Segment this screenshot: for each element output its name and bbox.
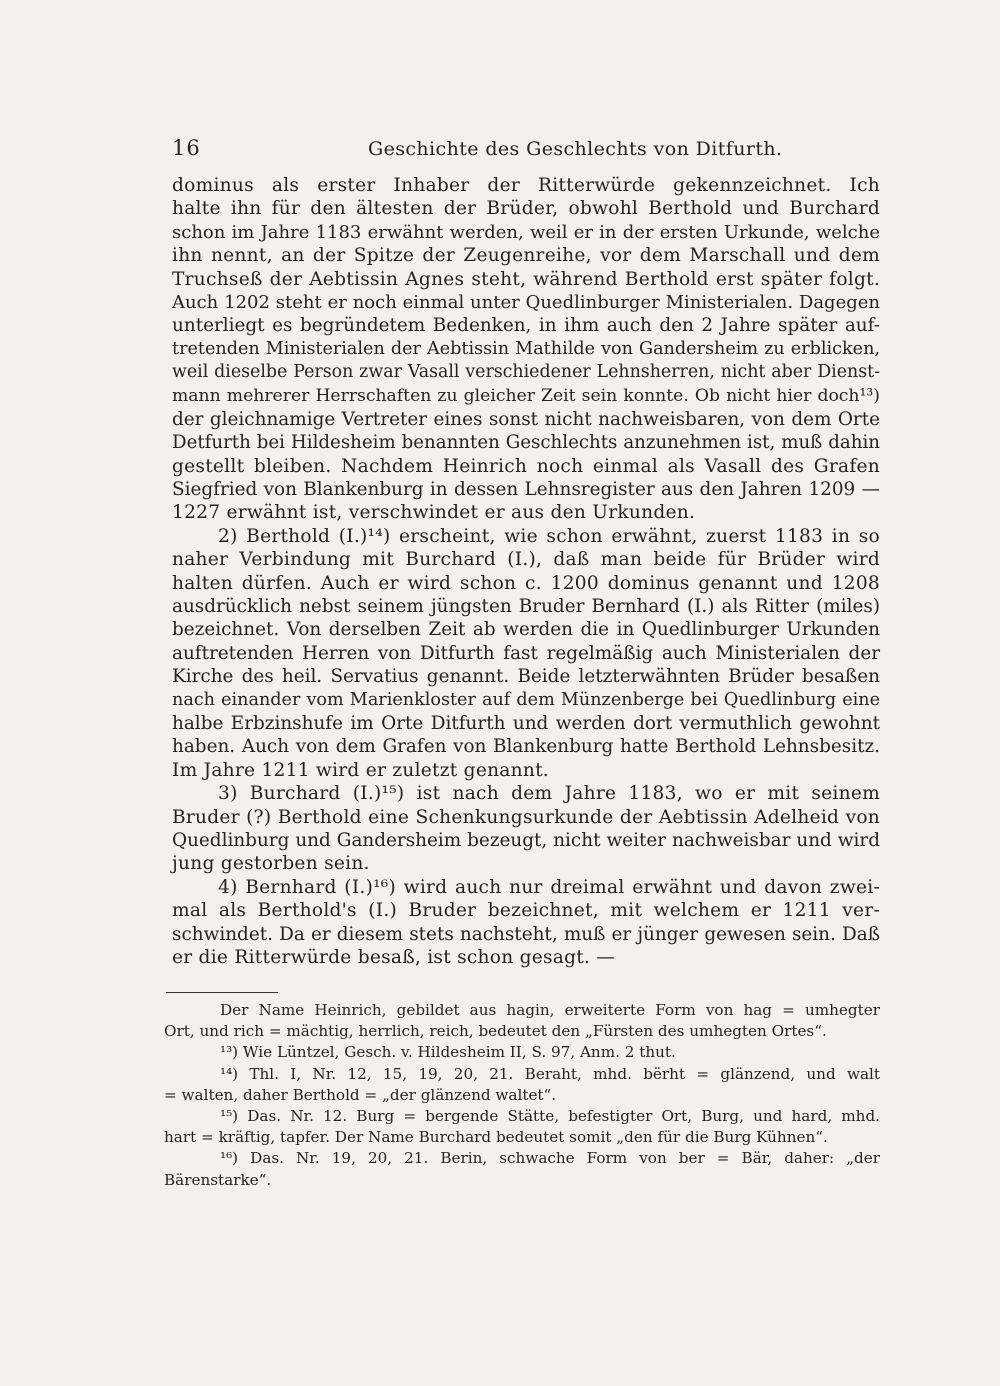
text-line: Siegfried von Blankenburg in dessen Lehnsregister aus den Jahren 1209 —	[172, 479, 880, 501]
text-line: Bruder (?) Berthold eine Schenkungsurkunde der Aebtissin Adelheid von	[172, 806, 880, 828]
text-line: tretenden Ministerialen der Aebtissin Mathilde von Gandersheim zu erblicken,	[172, 338, 880, 359]
text-line: jung gestorben sein.	[172, 853, 370, 875]
text-line: mann mehrerer Herrschaften zu gleicher Zeit sein konnte. Ob nicht hier doch¹³)	[172, 385, 880, 406]
footnotes	[164, 1000, 880, 1191]
footnote-line: hart = kräftig, tapfer. Der Name Burchard bedeutet somit „den für die Burg Kühnen“.	[164, 1128, 828, 1147]
footnote-line: ¹⁵) Das. Nr. 12. Burg = bergende Stätte, befestigter Ort, Burg, und hard, mhd.	[220, 1106, 880, 1125]
footnote-line: = walten, daher Berthold = „der glänzend waltet“.	[164, 1085, 557, 1104]
text-line: mal als Berthold's (I.) Bruder bezeichnet, mit welchem er 1211 ver-	[172, 900, 880, 922]
text-line: weil dieselbe Person zwar Vasall verschiedener Lehnsherren, nicht aber Dienst-	[172, 362, 880, 383]
text-line: halte ihn für den ältesten der Brüder, obwohl Berthold und Burchard	[172, 198, 880, 220]
text-line: halten dürfen. Auch er wird schon c. 1200 dominus genannt und 1208	[172, 572, 880, 594]
text-line: Truchseß der Aebtissin Agnes steht, während Berthold erst später folgt.	[172, 268, 880, 290]
text-line: unterliegt es begründetem Bedenken, in ihm auch den 2 Jahre später auf-	[172, 315, 880, 337]
footnote-line: Bärenstarke“.	[164, 1170, 272, 1189]
text-line: 1227 erwähnt ist, verschwindet er aus den Urkunden.	[172, 502, 696, 524]
text-line: naher Verbindung mit Burchard (I.), daß man beide für Brüder wird	[172, 549, 880, 571]
main-text	[172, 174, 880, 969]
page-header	[172, 130, 880, 166]
text-line: haben. Auch von dem Grafen von Blankenburg hatte Berthold Lehnsbesitz.	[172, 736, 880, 758]
text-line: Kirche des heil. Servatius genannt. Beide letzterwähnten Brüder besaßen	[172, 666, 880, 688]
page-number: 16	[172, 136, 201, 160]
text-line: 4) Bernhard (I.)¹⁶) wird auch nur dreimal erwähnt und davon zwei-	[218, 876, 880, 898]
footnote-line: ¹⁴) Thl. I, Nr. 12, 15, 19, 20, 21. Beraht, mhd. bërht = glänzend, und walt	[220, 1064, 880, 1083]
text-line: bezeichnet. Von derselben Zeit ab werden die in Quedlinburger Urkunden	[172, 619, 880, 641]
footnote-line: ¹⁶) Das. Nr. 19, 20, 21. Berin, schwache Form von ber = Bär, daher: „der	[220, 1149, 880, 1168]
running-title: Geschichte des Geschlechts von Ditfurth.	[368, 138, 783, 160]
text-line: 2) Berthold (I.)¹⁴) erscheint, wie schon erwähnt, zuerst 1183 in so	[218, 525, 880, 547]
text-line: 3) Burchard (I.)¹⁵) ist nach dem Jahre 1183, wo er mit seinem	[218, 783, 880, 805]
text-line: er die Ritterwürde besaß, ist schon gesagt. —	[172, 946, 616, 968]
text-line: schwindet. Da er diesem stets nachsteht, muß er jünger gewesen sein. Daß	[172, 923, 880, 945]
footnote-line: ¹³) Wie Lüntzel, Gesch. v. Hildesheim II, S. 97, Anm. 2 thut.	[220, 1043, 676, 1062]
text-line: gestellt bleiben. Nachdem Heinrich noch einmal als Vasall des Grafen	[172, 455, 880, 477]
text-line: Quedlinburg und Gandersheim bezeugt, nicht weiter nachweisbar und wird	[172, 829, 880, 851]
text-line: Auch 1202 steht er noch einmal unter Quedlinburger Ministerialen. Dagegen	[172, 291, 880, 313]
footnote-line: Der Name Heinrich, gebildet aus hagin, erweiterte Form von hag = umhegter	[220, 1001, 880, 1019]
text-line: auftretenden Herren von Ditfurth fast regelmäßig auch Ministerialen der	[172, 642, 880, 664]
text-line: ihn nennt, an der Spitze der Zeugenreihe, vor dem Marschall und dem	[172, 245, 880, 267]
text-line: Im Jahre 1211 wird er zuletzt genannt.	[172, 759, 549, 781]
footnote-divider	[166, 992, 278, 993]
text-line: schon im Jahre 1183 erwähnt werden, weil er in der ersten Urkunde, welche	[172, 221, 880, 243]
text-line: Detfurth bei Hildesheim benannten Geschlechts anzunehmen ist, muß dahin	[172, 432, 880, 454]
text-line: der gleichnamige Vertreter eines sonst nicht nachweisbaren, von dem Orte	[172, 408, 880, 430]
text-line: nach einander vom Marienkloster auf dem Münzenberge bei Quedlinburg eine	[172, 689, 880, 710]
text-line: dominus als erster Inhaber der Ritterwürde gekennzeichnet. Ich	[172, 175, 880, 196]
footnote-line: Ort, und rich = mächtig, herrlich, reich, bedeutet den „Fürsten des umhegten Ortes“.	[164, 1022, 827, 1041]
text-line: ausdrücklich nebst seinem jüngsten Bruder Bernhard (I.) als Ritter (miles)	[172, 596, 880, 618]
text-line: halbe Erbzinshufe im Orte Ditfurth und werden dort vermuthlich gewohnt	[172, 712, 880, 734]
